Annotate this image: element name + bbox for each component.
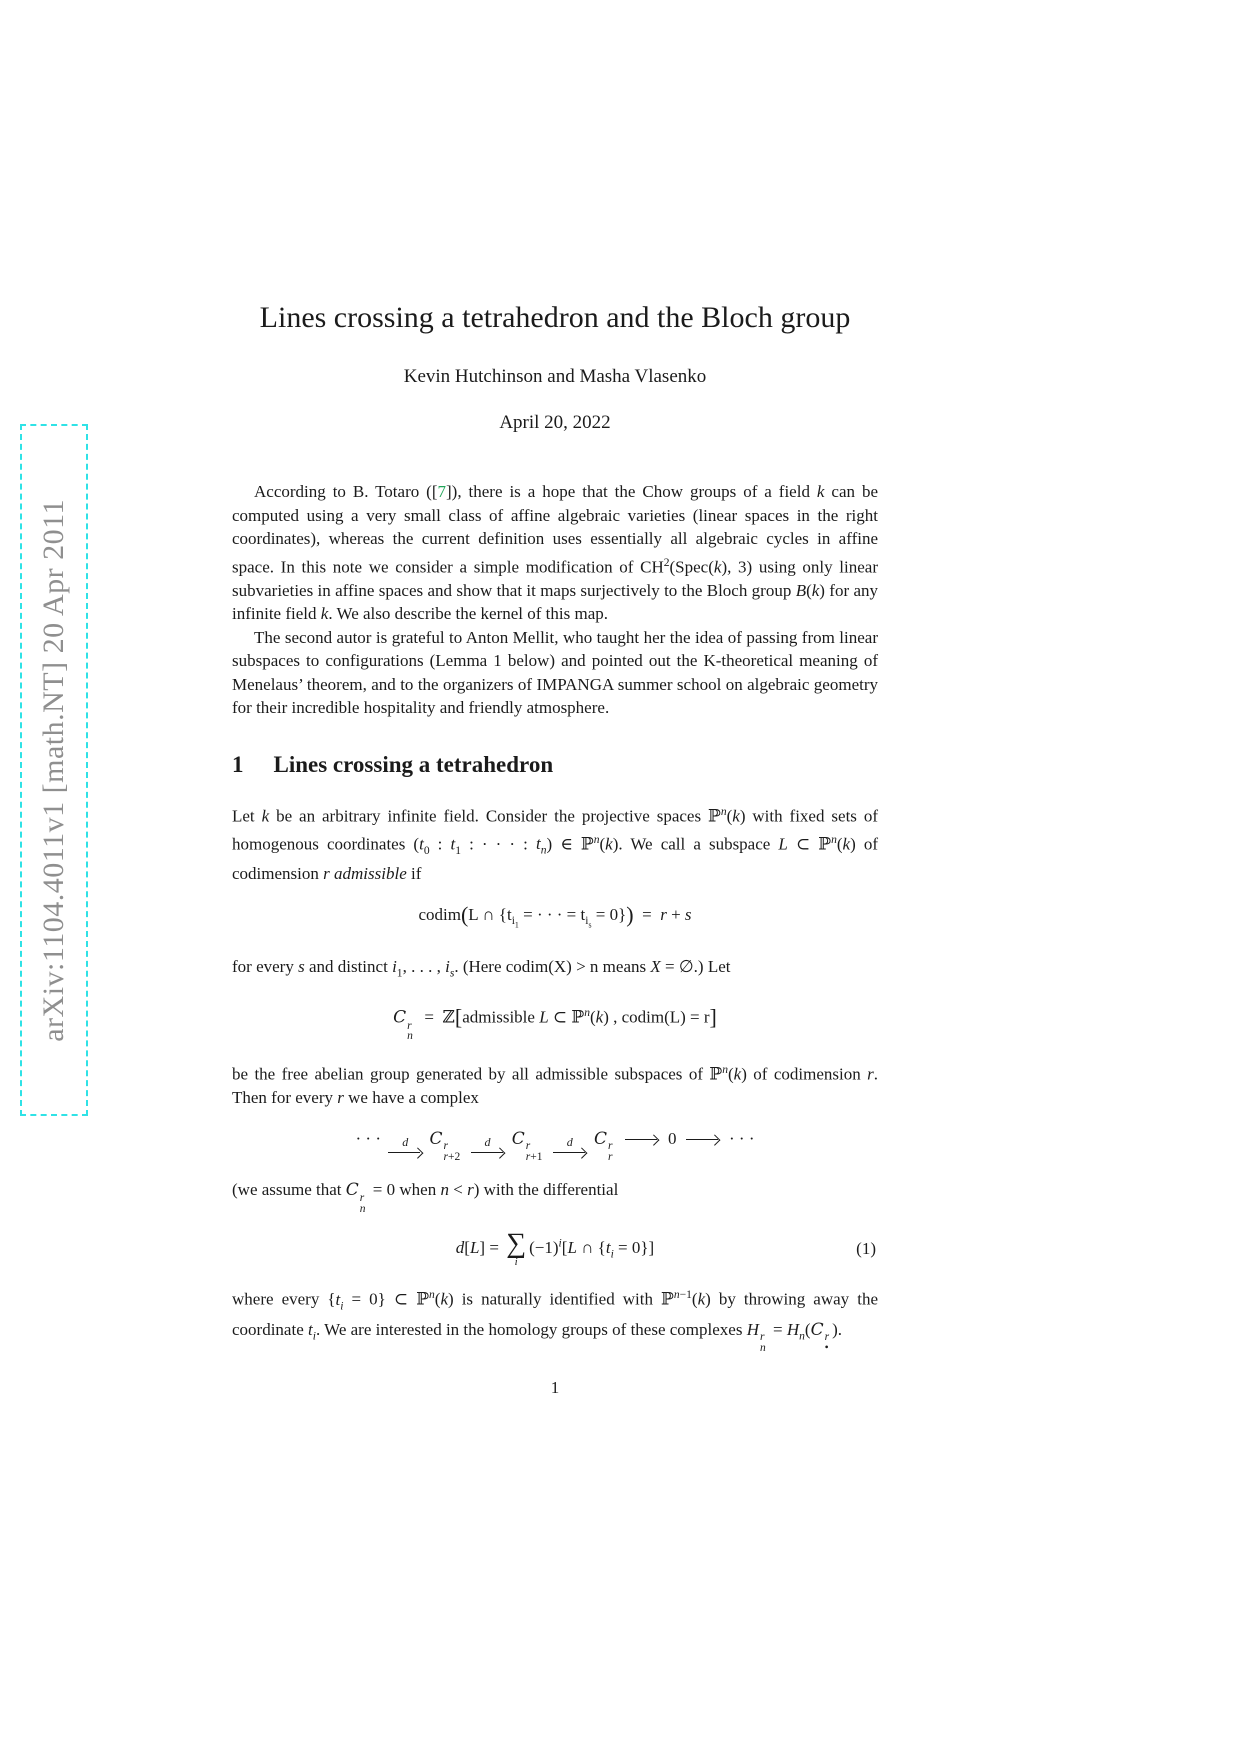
citation-7-link[interactable]: 7 xyxy=(437,482,447,501)
section-1-paragraph-5: where every $\{t_i = 0\}$ ⊂ ℙ$^n$(k) is naturally identified with ℙ$^{n-1}$(k) by throwing away the coordinate $t_i$. We are interested in the homology groups of these complexes H r n = $H_n(C$ r • ). xyxy=(232,1288,878,1354)
equation-codim: codim(L ∩ {$t_{i_1}$ = · · · = $t_{i_s} = 0\}) = r + s$ xyxy=(418,901,692,930)
equation-free-group: C r n = ℤ[admissible L ⊂ ℙ$^n$(k) , codim(L) = r] xyxy=(393,1005,717,1043)
paper-authors: Kevin Hutchinson and Masha Vlasenko xyxy=(403,366,707,387)
paper-date: April 20, 2022 xyxy=(499,412,611,433)
section-1-number: 1 xyxy=(232,751,244,777)
page-number: 1 xyxy=(550,1378,560,1397)
equation-1-number: (1) xyxy=(856,1238,876,1258)
section-1-paragraph-4: (we assume that C r n = 0 when n < r) with the differential xyxy=(232,1180,619,1215)
intro-paragraph-1: According to B. Totaro ([7]), there is a hope that the Chow groups of a field k can be computed using a very small class of affine algebraic varieties (linear spaces in the right coordinates), whereas the current definition uses essentially all algebraic cycles in affine space. In this note we consider a simple modification of $CH^2(Spec(k)$, 3) using only linear subvarieties in affine spaces and show that it maps surjectively to the Bloch group B(k) for any infinite field k. We also describe the kernel of this map. xyxy=(232,482,879,624)
section-1-paragraph-3: be the free abelian group generated by all admissible subspaces of ℙ$^n$(k) of codimension r. Then for every r we have a complex xyxy=(232,1062,879,1108)
equation-complex: · · · d C r r+2 d C r r+1 d C r r 0 · · · xyxy=(355,1128,755,1163)
paper-title: Lines crossing a tetrahedron and the Bloch group xyxy=(259,301,851,334)
intro-paragraph-2: The second autor is grateful to Anton Mellit, who taught her the idea of passing from linear subspaces to configurations (Lemma 1 below) and pointed out the K-theoretical meaning of Menelaus’ theorem, and to the organizers of IMPANGA summer school on algebraic geometry for their incredible hospitality and friendly atmosphere. xyxy=(232,627,878,718)
section-1-title: Lines crossing a tetrahedron xyxy=(273,751,554,777)
section-1-heading xyxy=(232,752,878,778)
equation-differential-body: d[L] = ∑ i $(-1)^i[L$ ∩ $\{t_i = 0\}$] xyxy=(455,1227,655,1268)
arxiv-identifier: arXiv:1104.4011v1 [math.NT] 20 Apr 2011 xyxy=(37,498,70,1042)
paper-content xyxy=(232,0,878,1353)
equation-differential xyxy=(232,1227,878,1268)
section-1-paragraph-2: for every s and distinct $i_1$, . . . , $i_s$. (Here codim(X) > n means X = ∅.) Let xyxy=(232,956,731,979)
section-1-paragraph-1: Let k be an arbitrary infinite field. Consider the projective spaces ℙ$^n$(k) with fixed sets of homogenous coordinates ($t_0$ : $t_1$ : · · · : $t_n$) ∈ ℙ$^n$(k). We call a subspace L ⊂ ℙ$^n$(k) of codimension r admissible if xyxy=(232,804,879,884)
arxiv-stamp xyxy=(20,424,88,1116)
